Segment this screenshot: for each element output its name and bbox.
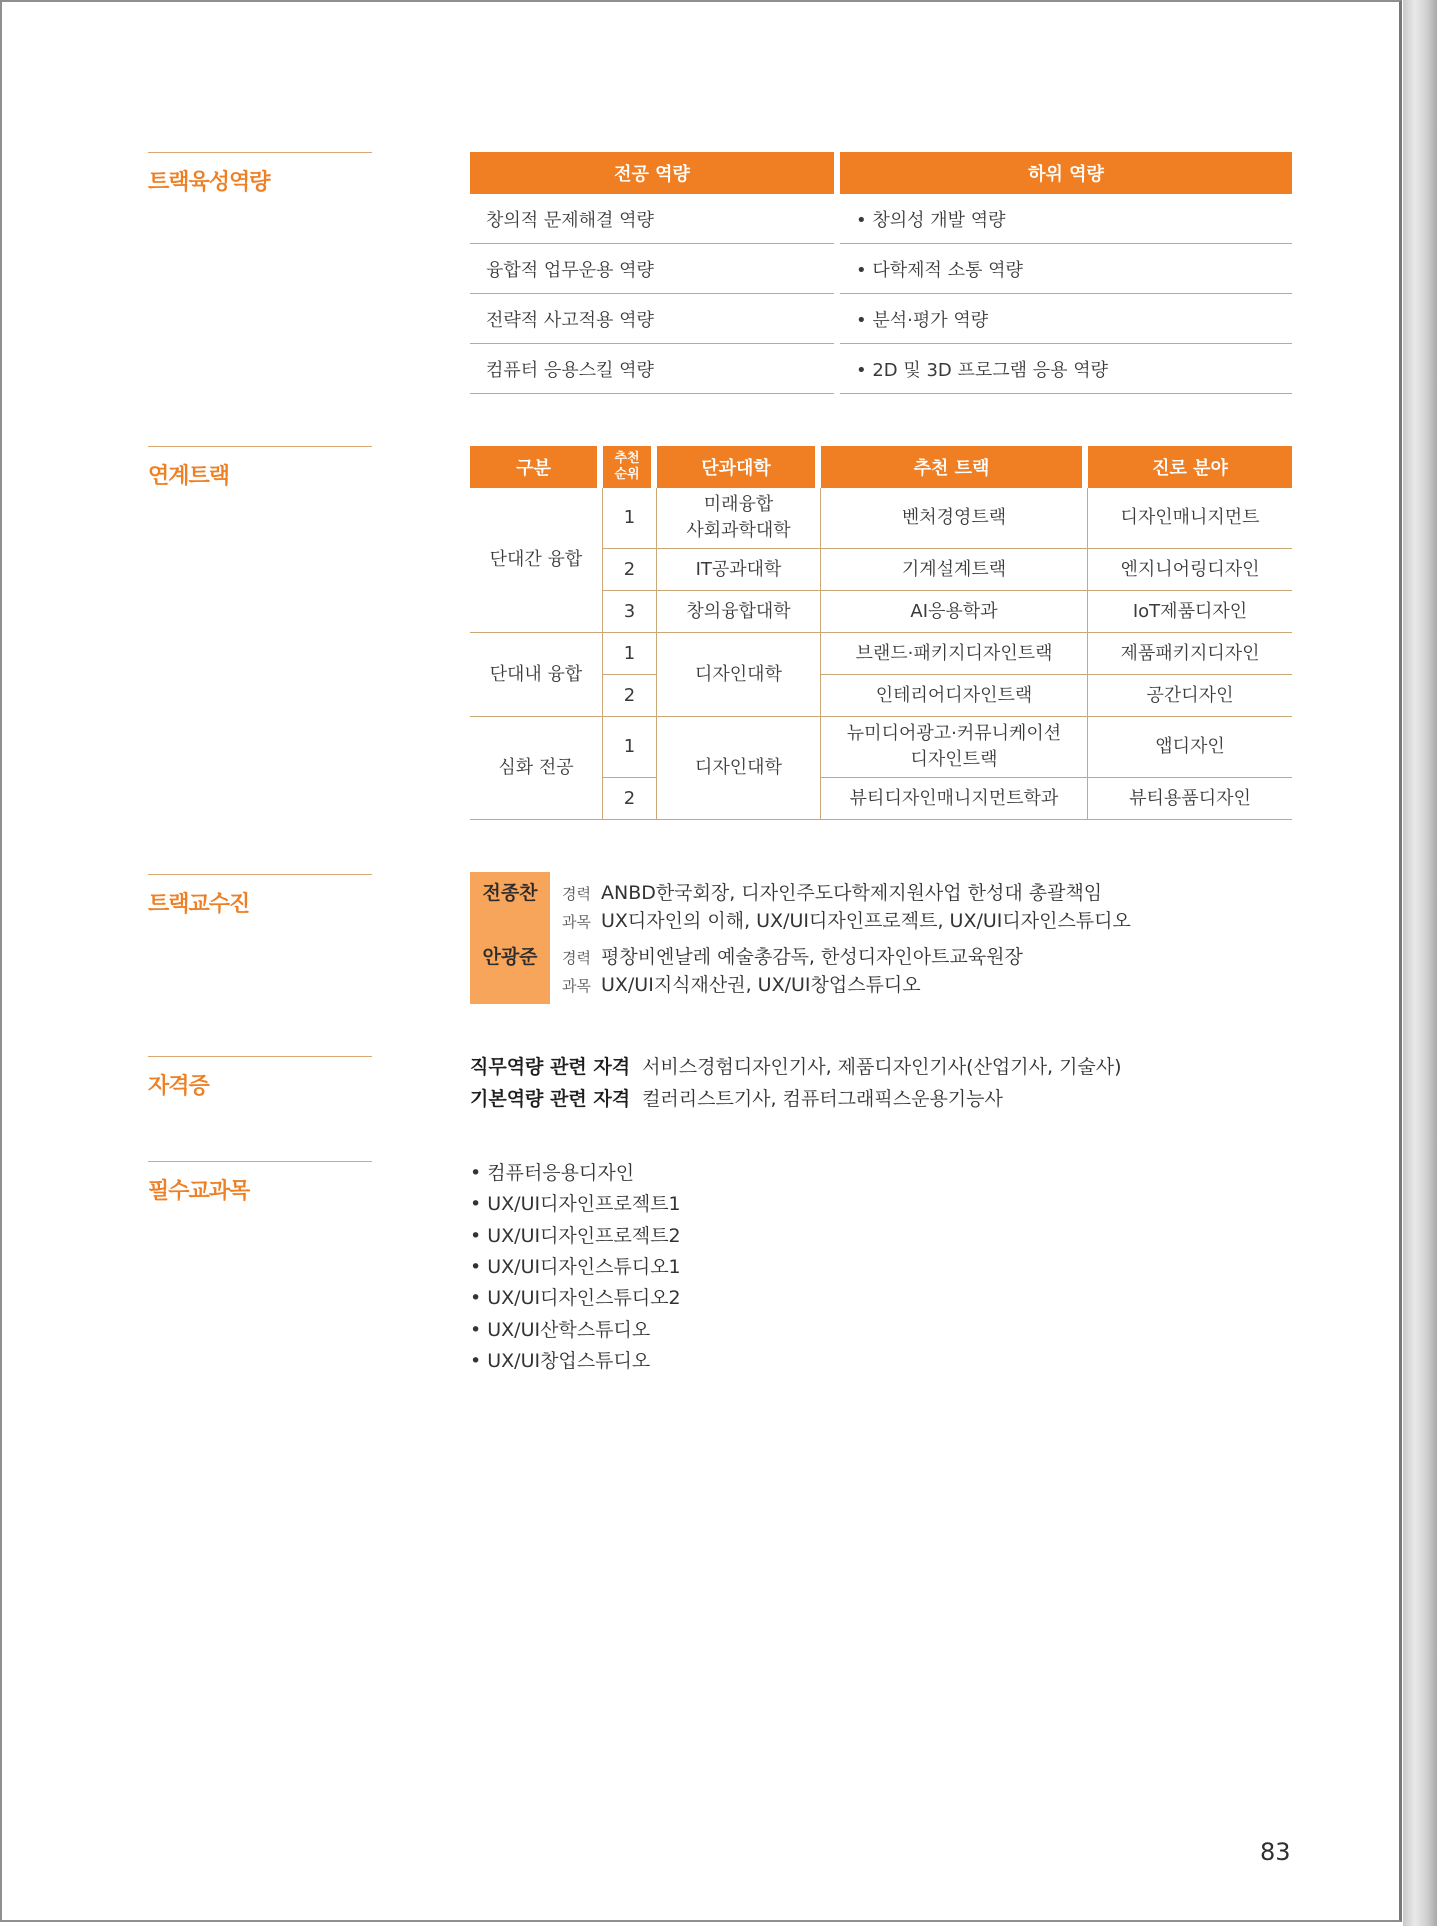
course-text: UX/UI지식재산권, UX/UI창업스튜디오 bbox=[600, 974, 921, 996]
career-text: ANBD한국회장, 디자인주도다학제지원사업 한성대 총괄책임 bbox=[600, 882, 1103, 904]
rank-cell: 2 bbox=[603, 675, 657, 717]
course-key: 과목 bbox=[562, 977, 591, 995]
college-cell: 미래융합 사회과학대학 bbox=[657, 488, 821, 549]
career-cell: 디자인매니지먼트 bbox=[1088, 488, 1292, 549]
header-track: 추천 트랙 bbox=[821, 446, 1088, 488]
college-cell: 디자인대학 bbox=[657, 717, 821, 820]
rank-cell: 1 bbox=[603, 633, 657, 675]
rank-cell: 1 bbox=[603, 488, 657, 549]
competency-table-header bbox=[470, 152, 1292, 194]
professor-courses bbox=[562, 906, 1131, 933]
career-cell: IoT제품디자인 bbox=[1088, 591, 1292, 633]
linked-track-header bbox=[470, 446, 1292, 488]
sub-competency: • 분석·평가 역량 bbox=[840, 294, 1292, 344]
rank-cell: 1 bbox=[603, 717, 657, 778]
career-cell: 엔지니어링디자인 bbox=[1088, 549, 1292, 591]
table-row bbox=[470, 488, 1292, 549]
header-college: 단과대학 bbox=[657, 446, 821, 488]
track-cell: 기계설계트랙 bbox=[821, 549, 1088, 591]
list-item: • 컴퓨터응용디자인 bbox=[470, 1162, 635, 1184]
major-competency: 융합적 업무운용 역량 bbox=[470, 244, 834, 294]
college-cell: 창의융합대학 bbox=[657, 591, 821, 633]
table-row bbox=[470, 244, 1292, 294]
certificate-line bbox=[470, 1084, 1003, 1111]
list-item: • UX/UI디자인스튜디오2 bbox=[470, 1287, 681, 1309]
list-item: • UX/UI산학스튜디오 bbox=[470, 1319, 651, 1341]
professor-career bbox=[562, 878, 1102, 905]
certificate-value: 컬러리스트기사, 컴퓨터그래픽스운용기능사 bbox=[642, 1088, 1003, 1110]
professor-courses bbox=[562, 970, 921, 997]
career-cell: 제품패키지디자인 bbox=[1088, 633, 1292, 675]
certificate-line bbox=[470, 1052, 1122, 1079]
major-competency: 창의적 문제해결 역량 bbox=[470, 194, 834, 244]
career-key: 경력 bbox=[562, 885, 591, 903]
professor-name: 안광준 bbox=[482, 946, 538, 968]
track-cell: AI응용학과 bbox=[821, 591, 1088, 633]
section-label-competency: 트랙육성역량 bbox=[148, 152, 372, 196]
major-competency: 컴퓨터 응용스킬 역량 bbox=[470, 344, 834, 394]
header-sub-competency: 하위 역량 bbox=[840, 152, 1292, 194]
section-label-faculty: 트랙교수진 bbox=[148, 874, 372, 918]
table-row bbox=[470, 717, 1292, 778]
category-cell: 단대내 융합 bbox=[470, 633, 603, 717]
page-curl-shadow bbox=[1403, 0, 1437, 1926]
list-item: • UX/UI디자인프로젝트2 bbox=[470, 1225, 681, 1247]
table-row bbox=[470, 294, 1292, 344]
certificate-label: 직무역량 관련 자격 bbox=[470, 1056, 631, 1078]
professor-name: 전종찬 bbox=[482, 882, 538, 904]
career-cell: 공간디자인 bbox=[1088, 675, 1292, 717]
list-item: • UX/UI창업스튜디오 bbox=[470, 1350, 651, 1372]
table-row bbox=[470, 344, 1292, 394]
competency-table bbox=[470, 152, 1292, 394]
header-rank: 추천 순위 bbox=[603, 446, 657, 488]
faculty-name-column bbox=[470, 872, 550, 1004]
course-key: 과목 bbox=[562, 913, 591, 931]
course-text: UX디자인의 이해, UX/UI디자인프로젝트, UX/UI디자인스튜디오 bbox=[600, 910, 1131, 932]
header-career: 진로 분야 bbox=[1088, 446, 1292, 488]
list-item: • UX/UI디자인프로젝트1 bbox=[470, 1193, 681, 1215]
category-cell: 단대간 융합 bbox=[470, 488, 603, 633]
certificate-value: 서비스경험디자인기사, 제품디자인기사(산업기사, 기술사) bbox=[642, 1056, 1122, 1078]
track-cell: 뉴미디어광고·커뮤니케이션 디자인트랙 bbox=[821, 717, 1088, 778]
section-label-linked-track: 연계트랙 bbox=[148, 446, 372, 490]
page-number: 83 bbox=[1260, 1838, 1291, 1866]
category-cell: 심화 전공 bbox=[470, 717, 603, 820]
career-cell: 앱디자인 bbox=[1088, 717, 1292, 778]
track-cell: 인테리어디자인트랙 bbox=[821, 675, 1088, 717]
list-item: • UX/UI디자인스튜디오1 bbox=[470, 1256, 681, 1278]
sub-competency: • 다학제적 소통 역량 bbox=[840, 244, 1292, 294]
sub-competency: • 2D 및 3D 프로그램 응용 역량 bbox=[840, 344, 1292, 394]
track-cell: 브랜드·패키지디자인트랙 bbox=[821, 633, 1088, 675]
professor-career bbox=[562, 942, 1023, 969]
certificate-label: 기본역량 관련 자격 bbox=[470, 1088, 631, 1110]
college-cell: IT공과대학 bbox=[657, 549, 821, 591]
table-row bbox=[470, 633, 1292, 675]
career-text: 평창비엔날레 예술총감독, 한성디자인아트교육원장 bbox=[600, 946, 1023, 968]
linked-track-table bbox=[470, 446, 1292, 820]
section-label-certificates: 자격증 bbox=[148, 1056, 372, 1100]
header-major-competency: 전공 역량 bbox=[470, 152, 834, 194]
rank-cell: 2 bbox=[603, 549, 657, 591]
career-key: 경력 bbox=[562, 949, 591, 967]
major-competency: 전략적 사고적용 역량 bbox=[470, 294, 834, 344]
section-label-required-courses: 필수교과목 bbox=[148, 1161, 372, 1205]
table-row bbox=[470, 194, 1292, 244]
rank-cell: 2 bbox=[603, 778, 657, 820]
career-cell: 뷰티용품디자인 bbox=[1088, 778, 1292, 820]
sub-competency: • 창의성 개발 역량 bbox=[840, 194, 1292, 244]
faculty-block bbox=[470, 872, 1292, 1004]
track-cell: 벤처경영트랙 bbox=[821, 488, 1088, 549]
track-cell: 뷰티디자인매니지먼트학과 bbox=[821, 778, 1088, 820]
college-cell: 디자인대학 bbox=[657, 633, 821, 717]
header-category: 구분 bbox=[470, 446, 603, 488]
rank-cell: 3 bbox=[603, 591, 657, 633]
